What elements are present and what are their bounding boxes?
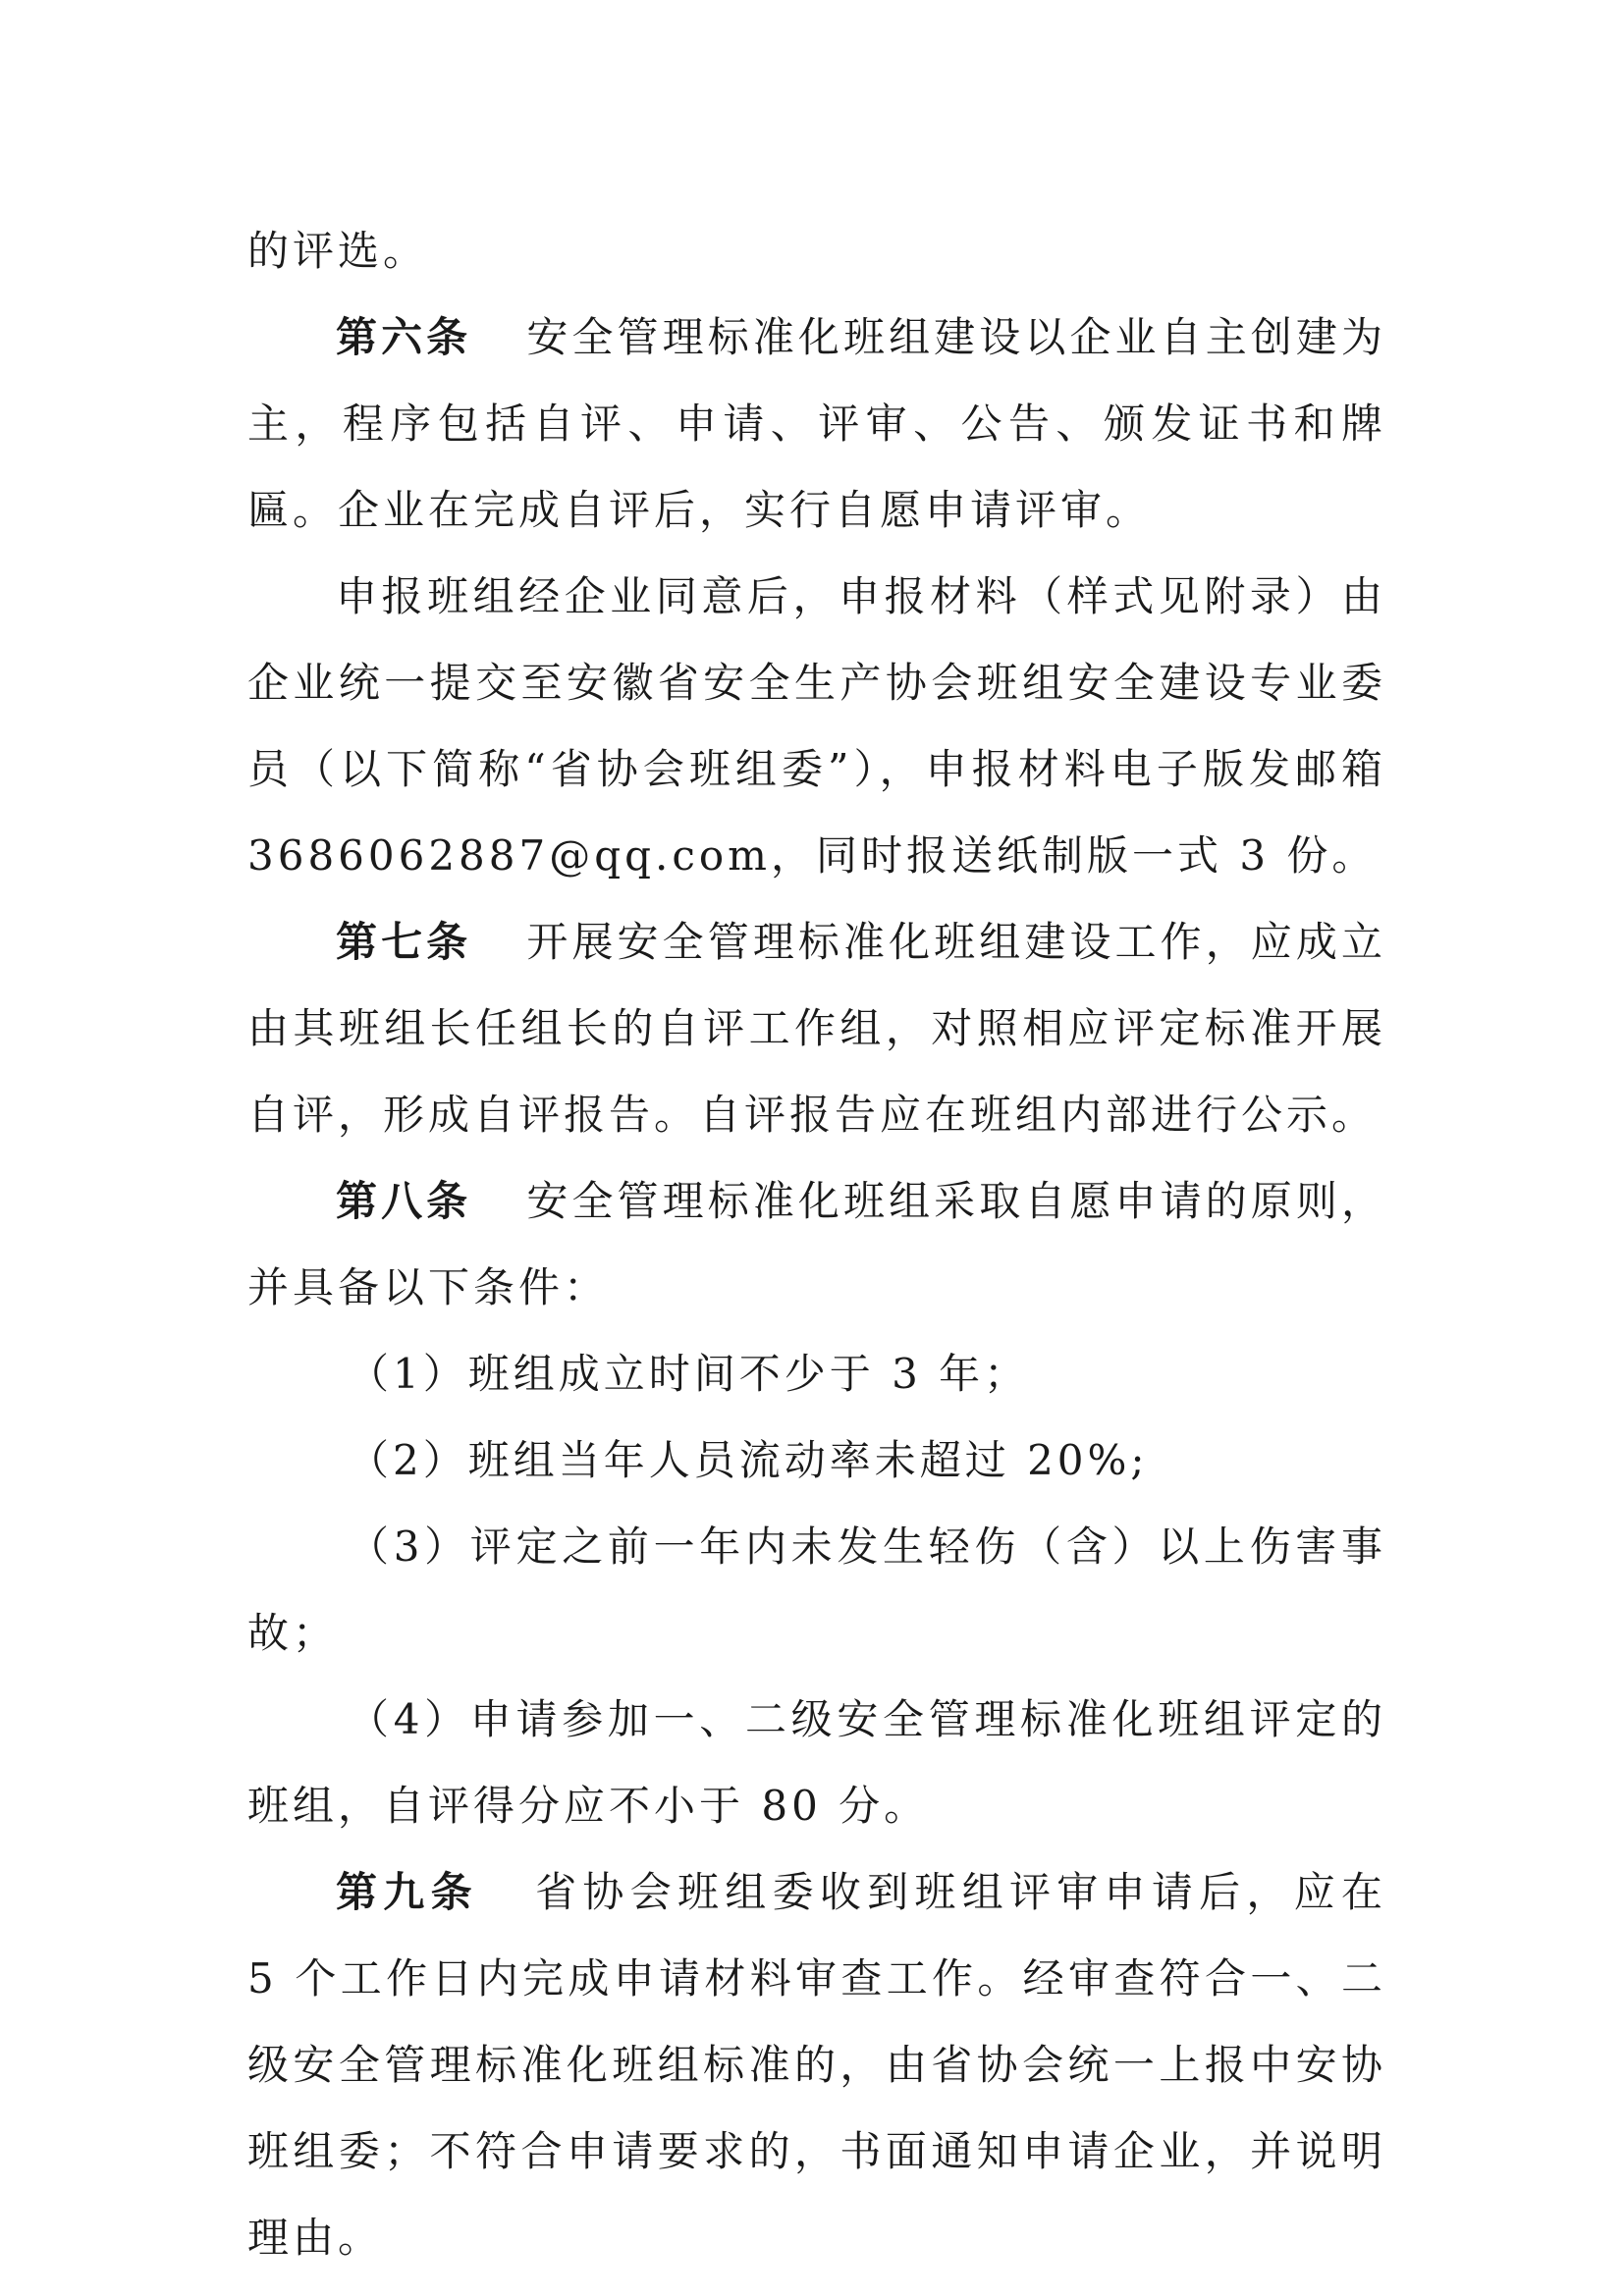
article-9-text: 省协会班组委收到班组评审申请后，应在 5 个工作日内完成申请材料审查工作。经审查符合一、二级安全管理标准化班组标准的，由省协会统一上报中安协班组委；不符合申请要求的，书面通知申请企业，并说明理由。 — [247, 1868, 1386, 2262]
article-9-title: 第九条 — [336, 1868, 478, 1916]
continuation-paragraph: 的评选。 — [247, 227, 429, 275]
article-6-text: 安全管理标准化班组建设以企业自主创建为主，程序包括自评、申请、评审、公告、颁发证书和牌匾。企业在完成自评后，实行自愿申请评审。 — [247, 313, 1386, 534]
article-8-title: 第八条 — [336, 1177, 472, 1225]
condition-item-2: （2）班组当年人员流动率未超过 20%; — [348, 1436, 1149, 1484]
document-body — [247, 208, 1386, 2281]
article-6-title: 第六条 — [336, 313, 472, 361]
article-7-text: 开展安全管理标准化班组建设工作，应成立由其班组长任组长的自评工作组，对照相应评定标准开展自评，形成自评报告。自评报告应在班组内部进行公示。 — [247, 918, 1386, 1139]
article-7-paragraph — [247, 899, 1386, 1158]
article-6-submission-paragraph: 申报班组经企业同意后，申报材料（样式见附录）由企业统一提交至安徽省安全生产协会班组安全建设专业委员（以下简称“省协会班组委”），申报材料电子版发邮箱3686062887@qq.com，同时报送纸制版一式 3 份。 — [247, 572, 1386, 880]
condition-item-3: （3）评定之前一年内未发生轻伤（含）以上伤害事故； — [247, 1522, 1386, 1657]
article-7-title: 第七条 — [336, 918, 472, 966]
article-8-paragraph — [247, 1158, 1386, 1331]
condition-item-1: （1）班组成立时间不少于 3 年； — [348, 1350, 1030, 1398]
article-6-paragraph — [247, 294, 1386, 554]
condition-item-4: （4）申请参加一、二级安全管理标准化班组评定的班组，自评得分应不小于 80 分。 — [247, 1695, 1386, 1830]
article-9-paragraph — [247, 1849, 1386, 2281]
article-8-text: 安全管理标准化班组采取自愿申请的原则，并具备以下条件： — [247, 1177, 1386, 1311]
